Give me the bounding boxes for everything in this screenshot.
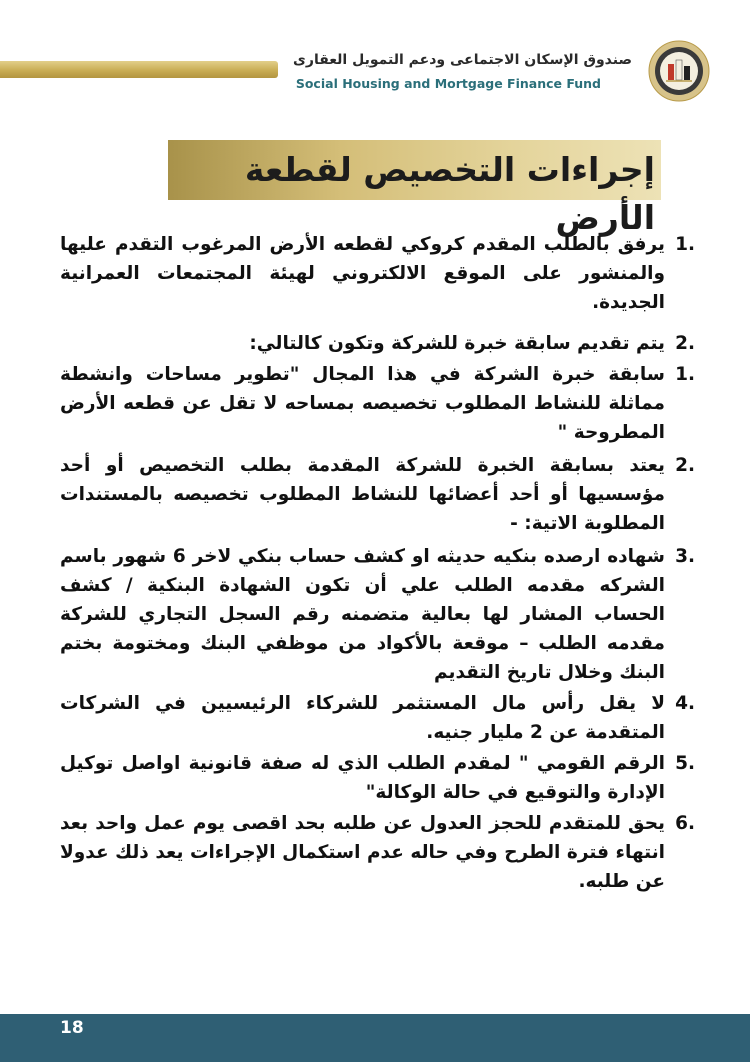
item-number: 3. <box>675 546 695 567</box>
list-item <box>60 542 695 687</box>
item-text: لا يقل رأس مال المستثمر للشركاء الرئيسيين في الشركات المتقدمة عن 2 مليار جنيه. <box>60 693 665 743</box>
sub-item-number: 1. <box>675 364 695 385</box>
item-number: 2. <box>675 333 695 354</box>
header-gold-bar <box>0 61 278 78</box>
sub-list-item <box>60 360 695 447</box>
item-text: يرفق بالطلب المقدم كروكي لقطعه الأرض المرغوب التقدم عليها والمنشور على الموقع الالكتروني لهيئة المجتمعات العمرانية الجديدة. <box>60 234 665 313</box>
sub-item-number: 2. <box>675 455 695 476</box>
item-number: 6. <box>675 813 695 834</box>
sub-list-item <box>60 451 695 538</box>
procedures-list <box>60 230 695 898</box>
org-name-english: Social Housing and Mortgage Finance Fund <box>295 76 601 91</box>
org-name-arabic: صندوق الإسكان الاجتماعى ودعم التمويل العقارى <box>293 52 632 68</box>
list-item <box>60 689 695 747</box>
item-text: الرقم القومي " لمقدم الطلب الذي له صفة قانونية اواصل توكيل الإدارة والتوقيع في حالة الوكالة" <box>60 753 665 803</box>
page-title: إجراءات التخصيص لقطعة الأرض <box>244 150 655 237</box>
list-item <box>60 329 695 358</box>
item-text: يتم تقديم سابقة خبرة للشركة وتكون كالتالي: <box>249 333 665 354</box>
list-item <box>60 809 695 896</box>
list-item <box>60 749 695 807</box>
page-number: 18 <box>60 1018 84 1038</box>
sub-item-text: سابقة خبرة الشركة في هذا المجال "تطوير مساحات وانشطة مماثلة للنشاط المطلوب تخصيصه بمساحه لا تقل عن قطعه الأرض المطروحة " <box>60 364 665 443</box>
fund-logo-icon <box>648 40 710 102</box>
item-text: شهاده ارصده بنكيه حديثه او كشف حساب بنكي لاخر 6 شهور باسم الشركه مقدمه الطلب علي أن تكون الشهادة البنكية / كشف الحساب المشار لها بعالية متضمنه رقم السجل التجاري للشركة مقدمه الطلب – موقعة بالأكواد من موظفي البنك ومختومة بختم البنك وخلال تاريخ التقديم <box>60 546 665 683</box>
item-number: 5. <box>675 753 695 774</box>
item-text: يحق للمتقدم للحجز العدول عن طلبه بحد اقصى يوم عمل واحد بعد انتهاء فترة الطرح وفي حاله عدم استكمال الإجراءات يعد ذلك عدولا عن طلبه. <box>60 813 665 892</box>
list-item <box>60 230 695 317</box>
item-number: 1. <box>675 234 695 255</box>
sub-item-text: يعتد بسابقة الخبرة للشركة المقدمة بطلب التخصيص أو أحد مؤسسيها أو أحد أعضائها للنشاط المطلوب تخصيصه بالمستندات المطلوبة الاتية: - <box>60 455 665 534</box>
item-number: 4. <box>675 693 695 714</box>
footer-bar <box>0 1014 750 1062</box>
